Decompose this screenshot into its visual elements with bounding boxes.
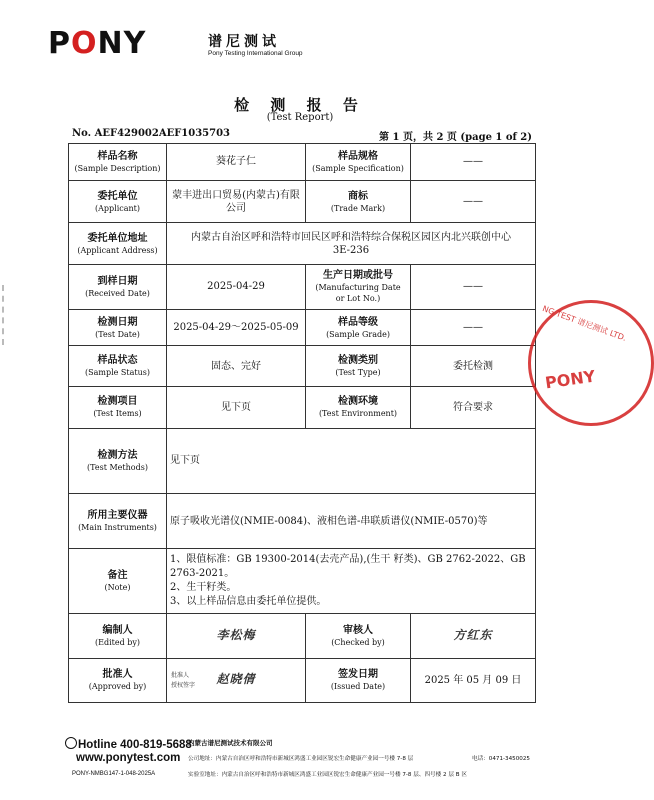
label-sample-grade: 样品等级 (Sample Grade) xyxy=(306,309,411,346)
value-main-instruments: 原子吸收光谱仪(NMIE-0084)、液相色谱-串联质谱仪(NMIE-0570)等 xyxy=(167,494,536,549)
table-row xyxy=(69,548,536,613)
footer-hotline: Hotline 400-819-5688 xyxy=(65,737,192,751)
note-line: 1、限值标准：GB 19300-2014(去壳产品),(生干 籽类)、GB 2762-2022、GB xyxy=(170,554,526,566)
logo-chinese-name: 谱尼测试 xyxy=(208,34,280,50)
footer-phone: 电话：0471-3450025 xyxy=(472,756,530,762)
table-row xyxy=(69,658,536,702)
footer-lab-address: 实验室地址：内蒙古自治区呼和浩特市新城区鸿盛工业园区锐宏生命健康产业园一号楼 7-8 层、四号楼 2 层 B 区 xyxy=(188,772,467,778)
value-issued-date: 2025 年 05 月 09 日 xyxy=(411,658,536,702)
label-test-items: 检测项目 (Test Items) xyxy=(69,386,167,428)
table-row xyxy=(69,223,536,265)
seal-logo-text: PONY xyxy=(543,366,597,393)
value-sample-specification: —— xyxy=(411,144,536,181)
label-test-methods: 检测方法 (Test Methods) xyxy=(69,428,167,493)
value-sample-grade: —— xyxy=(411,309,536,346)
label-test-date: 检测日期 (Test Date) xyxy=(69,309,167,346)
report-title-cn: 检 测 报 告 xyxy=(234,96,366,114)
value-sample-description: 葵花子仁 xyxy=(167,144,306,181)
value-note xyxy=(167,548,536,613)
value-trade-mark: —— xyxy=(411,180,536,222)
seal-arc-text: NG TEST 谱尼测试 LTD. xyxy=(541,304,628,343)
label-test-type: 检测类别 (Test Type) xyxy=(306,346,411,386)
footer-website: www.ponytest.com xyxy=(76,752,181,764)
footer-company-name: 内蒙古谱尼测试技术有限公司 xyxy=(188,739,273,747)
signature-label: 批准人 xyxy=(171,671,190,679)
table-row xyxy=(69,180,536,222)
signature-checked-by: 方红东 xyxy=(411,614,536,658)
table-row xyxy=(69,494,536,549)
value-test-items: 见下页 xyxy=(167,386,306,428)
table-row xyxy=(69,309,536,346)
table-row xyxy=(69,428,536,493)
page-info: 第 1 页，共 2 页 (page 1 of 2) xyxy=(379,132,532,143)
value-test-environment: 符合要求 xyxy=(411,386,536,428)
report-number: No. AEF429002AEF1035703 xyxy=(72,128,231,139)
value-test-methods: 见下页 xyxy=(167,428,536,493)
label-manufacturing-date: 生产日期或批号 (Manufacturing Date or Lot No.) xyxy=(306,265,411,309)
table-row xyxy=(69,144,536,181)
label-issued-date: 签发日期 (Issued Date) xyxy=(306,658,411,702)
report-table xyxy=(68,143,536,703)
signature-label: 授权签字 xyxy=(171,681,196,689)
signature-edited-by: 李松梅 xyxy=(167,614,306,658)
value-applicant-address: 内蒙古自治区呼和浩特市回民区呼和浩特综合保税区园区内北兴联创中心 3E-236 xyxy=(167,223,536,265)
value-sample-status: 固态、完好 xyxy=(167,346,306,386)
label-main-instruments: 所用主要仪器 (Main Instruments) xyxy=(69,494,167,549)
value-test-type: 委托检测 xyxy=(411,346,536,386)
label-sample-status: 样品状态 (Sample Status) xyxy=(69,346,167,386)
report-title-en: (Test Report) xyxy=(266,112,334,123)
value-applicant: 蒙丰进出口贸易(内蒙古)有限公司 xyxy=(167,180,306,222)
value-test-date: 2025-04-29～2025-05-09 xyxy=(167,309,306,346)
company-seal xyxy=(528,300,654,426)
label-applicant: 委托单位 (Applicant) xyxy=(69,180,167,222)
label-approved-by: 批准人 (Approved by) xyxy=(69,658,167,702)
note-line: 3、以上样品信息由委托单位提供。 xyxy=(170,596,327,608)
table-row xyxy=(69,346,536,386)
value-manufacturing-date: —— xyxy=(411,265,536,309)
note-line: 2763-2021。 xyxy=(170,568,235,580)
signature-approved-by: 批准人 授权签字 赵晓倩 xyxy=(167,658,306,702)
label-test-environment: 检测环境 (Test Environment) xyxy=(306,386,411,428)
label-sample-specification: 样品规格 (Sample Specification) xyxy=(306,144,411,181)
label-checked-by: 审核人 (Checked by) xyxy=(306,614,411,658)
footer-document-code: PONY-NMBG147-1-048-2025A xyxy=(72,771,156,777)
label-applicant-address: 委托单位地址 (Applicant Address) xyxy=(69,223,167,265)
label-received-date: 到样日期 (Received Date) xyxy=(69,265,167,309)
phone-icon xyxy=(65,737,77,749)
logo-word: PONY xyxy=(48,26,147,61)
footer-company-address: 公司地址：内蒙古自治区呼和浩特市新城区鸿盛工业园区锐宏生命健康产业园一号楼 7-8 层 xyxy=(188,756,414,762)
label-sample-description: 样品名称 (Sample Description) xyxy=(69,144,167,181)
binding-marks xyxy=(2,285,12,345)
label-trade-mark: 商标 (Trade Mark) xyxy=(306,180,411,222)
table-row xyxy=(69,614,536,658)
logo-english-name: Pony Testing International Group xyxy=(208,50,303,57)
table-row xyxy=(69,386,536,428)
note-line: 2、生干籽类。 xyxy=(170,582,237,594)
label-note: 备注 (Note) xyxy=(69,548,167,613)
table-row xyxy=(69,265,536,309)
value-received-date: 2025-04-29 xyxy=(167,265,306,309)
label-edited-by: 编制人 (Edited by) xyxy=(69,614,167,658)
